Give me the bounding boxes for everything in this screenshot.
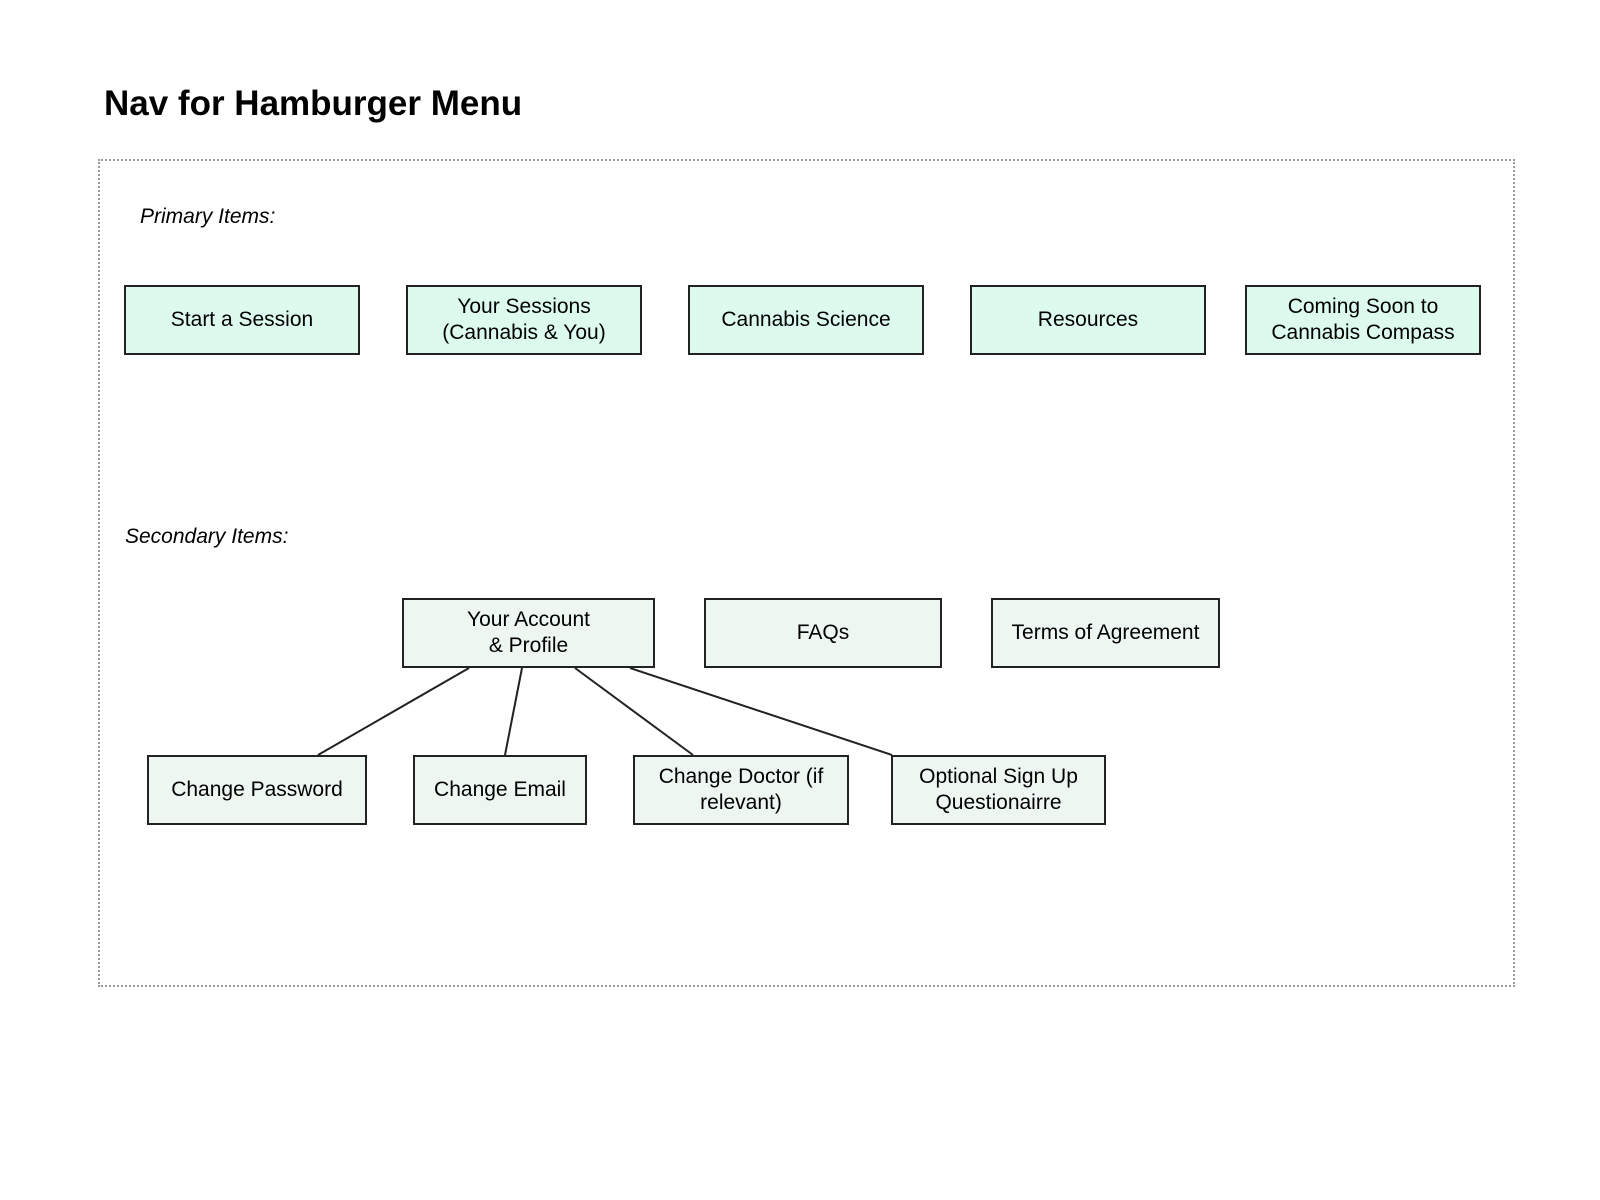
nav-item-label: Change Password bbox=[171, 778, 343, 801]
secondary-items-label: Secondary Items: bbox=[125, 525, 289, 548]
nav-item-change-password[interactable] bbox=[147, 755, 367, 825]
nav-item-label: Start a Session bbox=[170, 308, 314, 331]
nav-item-coming-soon[interactable] bbox=[1245, 285, 1481, 355]
nav-item-start-a-session[interactable] bbox=[124, 285, 360, 355]
nav-diagram-frame bbox=[98, 159, 1515, 987]
primary-items-label: Primary Items: bbox=[140, 205, 276, 228]
nav-item-label: Your Account & Profile bbox=[467, 608, 590, 657]
nav-item-label: Resources bbox=[1037, 308, 1139, 331]
nav-item-cannabis-science[interactable] bbox=[688, 285, 924, 355]
nav-item-label: Cannabis Science bbox=[721, 308, 891, 331]
nav-item-change-doctor[interactable] bbox=[633, 755, 849, 825]
nav-item-label: Optional Sign Up Questionairre bbox=[919, 765, 1078, 814]
nav-item-label: Change Email bbox=[434, 778, 566, 801]
nav-item-label: Change Doctor (if relevant) bbox=[658, 765, 824, 814]
nav-item-label: FAQs bbox=[796, 621, 850, 644]
nav-item-change-email[interactable] bbox=[413, 755, 587, 825]
nav-item-optional-sign-up[interactable] bbox=[891, 755, 1106, 825]
nav-item-resources[interactable] bbox=[970, 285, 1206, 355]
nav-item-label: Your Sessions (Cannabis & You) bbox=[442, 295, 606, 344]
nav-item-your-sessions[interactable] bbox=[406, 285, 642, 355]
nav-item-your-account-profile[interactable] bbox=[402, 598, 655, 668]
nav-item-label: Terms of Agreement bbox=[1011, 621, 1200, 644]
page-title: Nav for Hamburger Menu bbox=[104, 84, 523, 123]
nav-item-label: Coming Soon to Cannabis Compass bbox=[1271, 295, 1455, 344]
nav-item-faqs[interactable] bbox=[704, 598, 942, 668]
nav-item-terms-of-agreement[interactable] bbox=[991, 598, 1220, 668]
